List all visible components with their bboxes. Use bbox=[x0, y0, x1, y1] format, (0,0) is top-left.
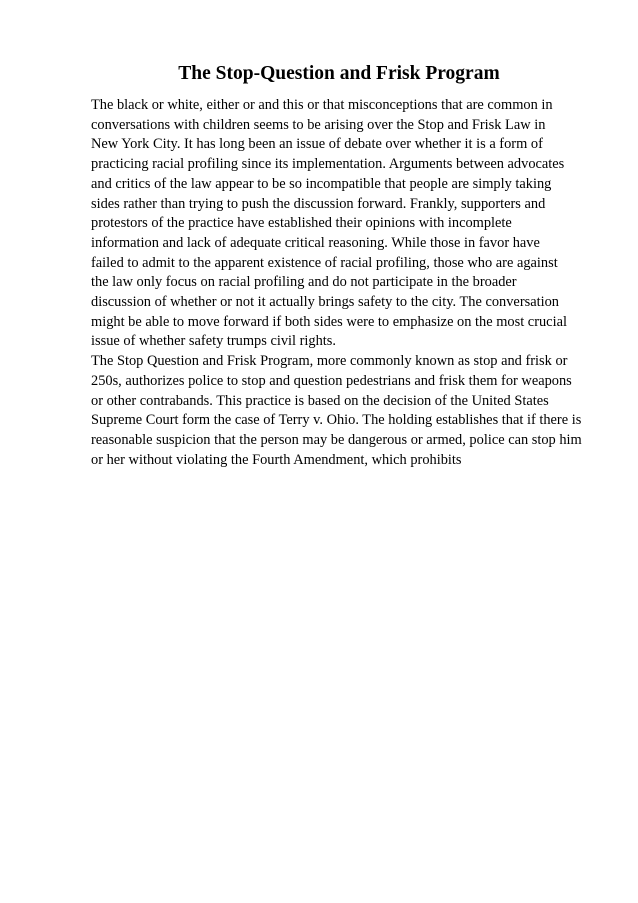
body-line: conversations with children seems to be arising over the Stop and Frisk Law in bbox=[91, 116, 546, 133]
body-line: issue of whether safety trumps civil rights. bbox=[91, 333, 336, 350]
document-body bbox=[91, 96, 591, 470]
body-line: and critics of the law appear to be so incompatible that people are simply taking bbox=[91, 175, 552, 192]
body-line: or her without violating the Fourth Amendment, which prohibits bbox=[91, 451, 462, 468]
body-line: Supreme Court form the case of Terry v. Ohio. The holding establishes that if there is bbox=[91, 412, 582, 429]
body-line: failed to admit to the apparent existence of racial profiling, those who are against bbox=[91, 254, 558, 271]
body-line: reasonable suspicion that the person may be dangerous or armed, police can stop him bbox=[91, 431, 582, 448]
body-line: might be able to move forward if both sides were to emphasize on the most crucial bbox=[91, 313, 567, 330]
body-line: information and lack of adequate critical reasoning. While those in favor have bbox=[91, 234, 540, 251]
body-line: discussion of whether or not it actually brings safety to the city. The conversation bbox=[91, 294, 559, 311]
body-line: or other contrabands. This practice is based on the decision of the United States bbox=[91, 392, 549, 409]
body-line: protestors of the practice have established their opinions with incomplete bbox=[91, 215, 512, 232]
body-line: the law only focus on racial profiling and do not participate in the broader bbox=[91, 274, 517, 291]
body-line: practicing racial profiling since its implementation. Arguments between advocates bbox=[91, 156, 565, 173]
document-title: The Stop-Question and Frisk Program bbox=[178, 63, 500, 84]
body-line: New York City. It has long been an issue of debate over whether it is a form of bbox=[91, 136, 543, 153]
body-line: The Stop Question and Frisk Program, more commonly known as stop and frisk or bbox=[91, 353, 568, 370]
body-line: The black or white, either or and this or that misconceptions that are common in bbox=[91, 97, 553, 113]
body-line: 250s, authorizes police to stop and question pedestrians and frisk them for weapons bbox=[91, 372, 572, 389]
body-line: sides rather than trying to push the discussion forward. Frankly, supporters and bbox=[91, 195, 546, 212]
